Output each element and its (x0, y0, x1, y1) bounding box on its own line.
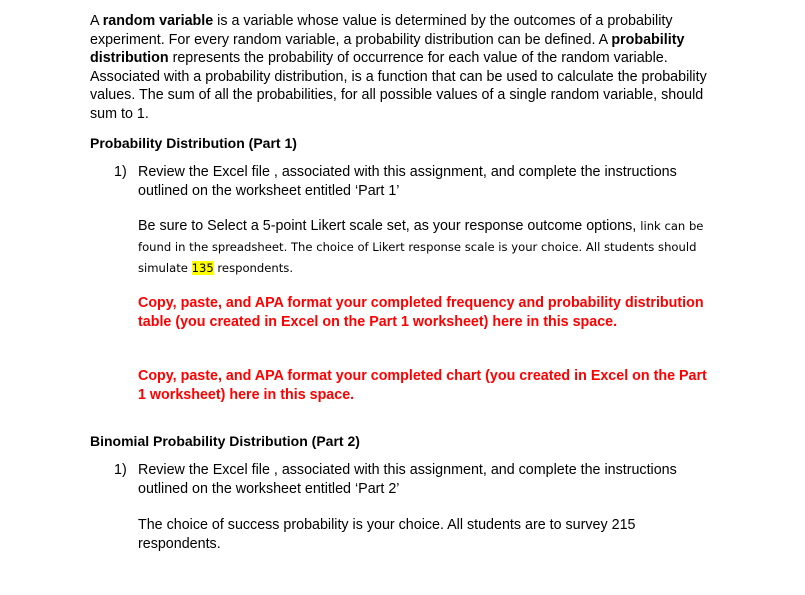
intro-text-2: represents the probability of occurrence for each value of the random variable. Associated with a probability distribution, is a function that can be used to calculate the probability values. The sum of all the probabilities, for all possible values of a single random variable, should sum to 1. (90, 50, 707, 122)
part1-list-number: 1) (114, 164, 127, 180)
term-probability-distribution: probability distribution (90, 31, 685, 67)
intro-text-1: is a variable whose value is determined by the outcomes of a probability experiment. For every random variable, a probability distribution can be defined. A (90, 13, 673, 48)
red-instruction-chart: Copy, paste, and APA format your completed chart (you created in Excel on the Part 1 worksheet) here in this space. (138, 368, 707, 403)
note-main-text: Be sure to Select a 5-point Likert scale set, as your response outcome options, (138, 218, 641, 234)
intro-paragraph (90, 12, 715, 124)
note-end-text: respondents. (213, 261, 294, 275)
part1-instruction: Review the Excel file , associated with this assignment, and complete the instructions outlined on the worksheet entitled ‘Part 1’ (138, 164, 677, 199)
red-instruction-table: Copy, paste, and APA format your completed frequency and probability distribution table (you created in Excel on the Part 1 worksheet) here in this space. (138, 295, 704, 330)
part2-heading: Binomial Probability Distribution (Part 2) (90, 433, 360, 449)
part2-list-number: 1) (114, 462, 127, 478)
part2-note: The choice of success probability is your choice. All students are to survey 215 respondents. (138, 517, 636, 552)
note-small-text: link can be found in the spreadsheet. The choice of Likert response scale is your choice. All students should simulate (138, 219, 704, 275)
term-random-variable: random variable (102, 13, 214, 29)
highlighted-respondent-count: 135 (191, 261, 214, 275)
intro-lead: A (90, 13, 103, 29)
part1-likert-note (138, 216, 713, 279)
part1-heading: Probability Distribution (Part 1) (90, 135, 297, 151)
part2-instruction: Review the Excel file , associated with this assignment, and complete the instructions outlined on the worksheet entitled ‘Part 2’ (138, 462, 677, 497)
